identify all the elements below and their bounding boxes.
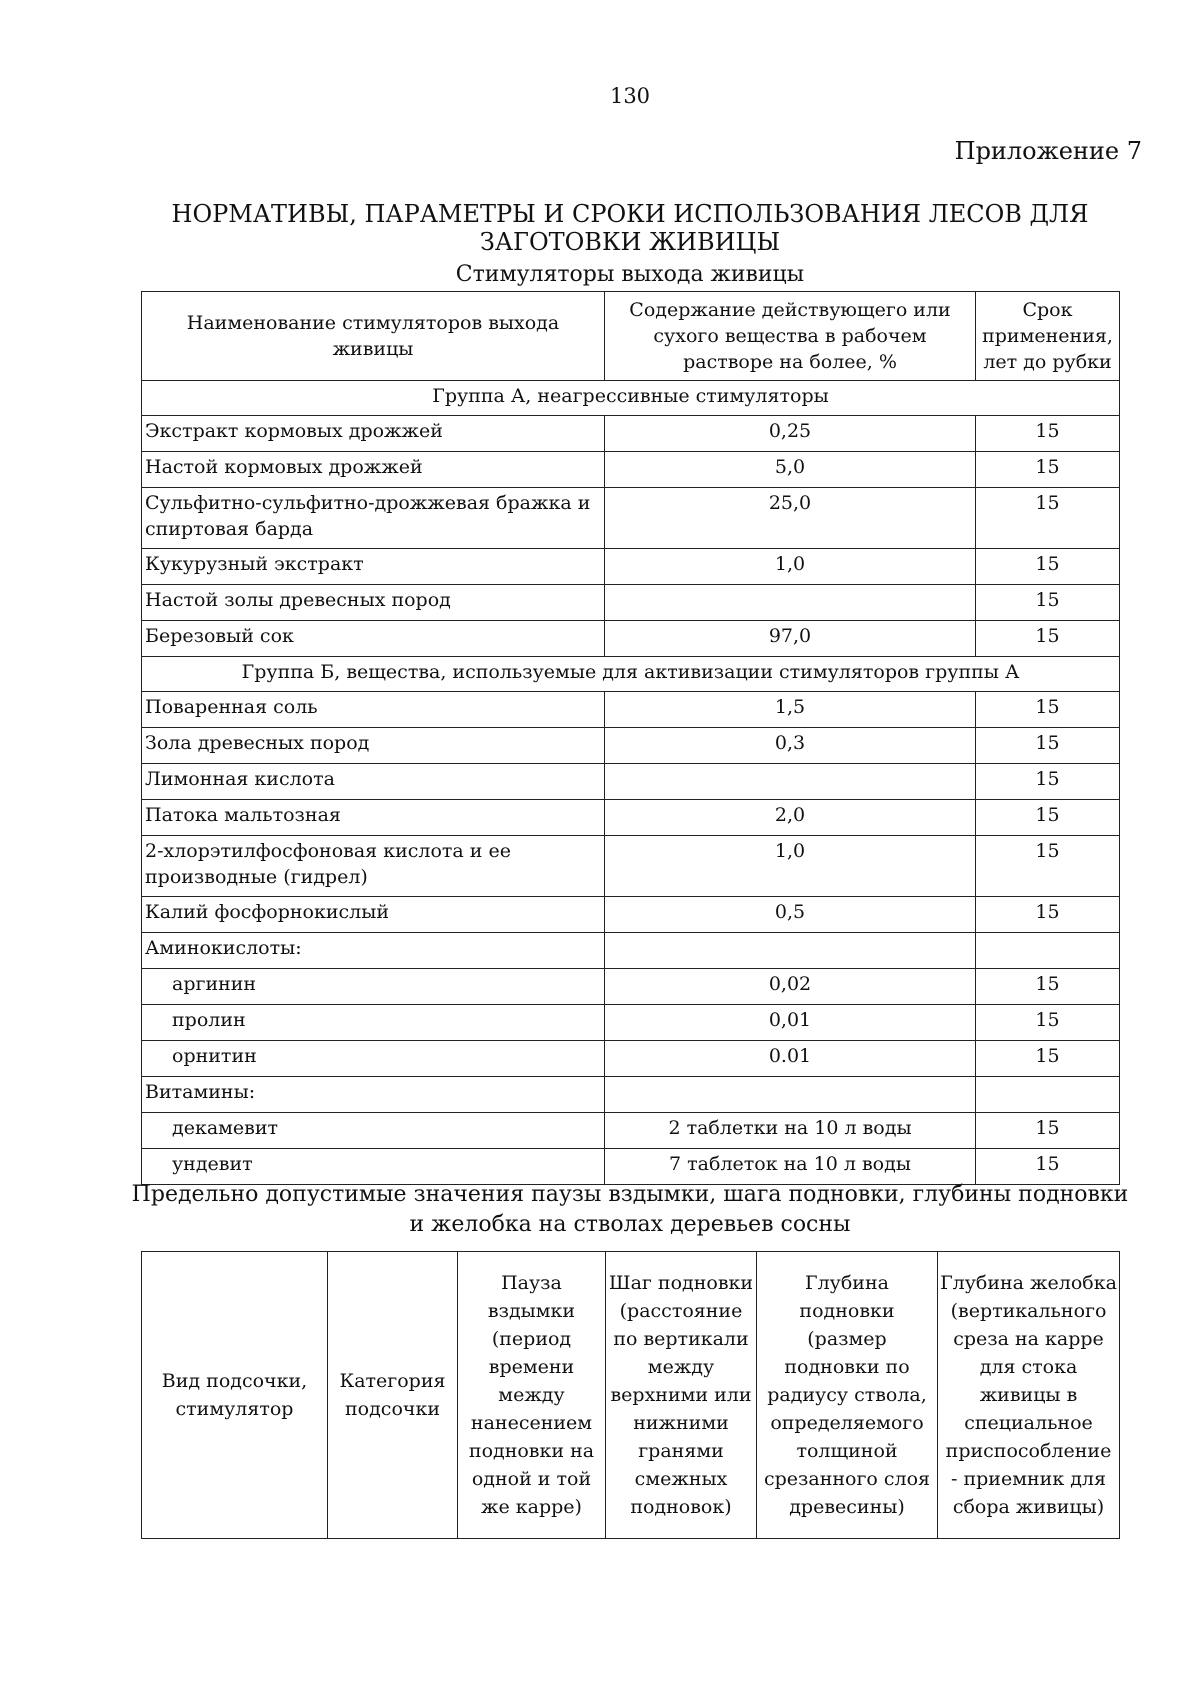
- cell-term: 15: [976, 1149, 1120, 1185]
- document-title: НОРМАТИВЫ, ПАРАМЕТРЫ И СРОКИ ИСПОЛЬЗОВАНИЯ ЛЕСОВ ДЛЯ ЗАГОТОВКИ ЖИВИЦЫ: [171, 200, 1089, 256]
- cell-name: Лимонная кислота: [142, 764, 605, 800]
- cell-term: 15: [976, 416, 1120, 452]
- cell-content: 0,25: [605, 416, 976, 452]
- cell-name: Витамины:: [142, 1077, 605, 1113]
- cell-content: 5,0: [605, 452, 976, 488]
- header-renewal-depth: Глубина подновки (размер подновки по радиусу ствола, определяемого толщиной срезанного слоя древесины): [757, 1252, 938, 1539]
- cell-name: Аминокислоты:: [142, 933, 605, 969]
- cell-content: 0,5: [605, 897, 976, 933]
- header-application-term: Срок применения, лет до рубки: [976, 292, 1120, 381]
- table-row: [142, 452, 1120, 488]
- cell-term: 15: [976, 549, 1120, 585]
- table-row: [142, 836, 1120, 897]
- cell-name: Калий фосфорнокислый: [142, 897, 605, 933]
- table-header-row: [142, 1252, 1120, 1539]
- table-row: [142, 764, 1120, 800]
- cell-name: пролин: [142, 1005, 605, 1041]
- table-row: [142, 621, 1120, 657]
- table-row: [142, 585, 1120, 621]
- cell-name: аргинин: [142, 969, 605, 1005]
- table-row: [142, 1041, 1120, 1077]
- cell-name: Настой кормовых дрожжей: [142, 452, 605, 488]
- table-row: [142, 549, 1120, 585]
- table-header-row: [142, 292, 1120, 381]
- cell-term: 15: [976, 1113, 1120, 1149]
- table-row: [142, 692, 1120, 728]
- page-number: 130: [609, 84, 651, 108]
- table-row: [142, 933, 1120, 969]
- cell-term: 15: [976, 764, 1120, 800]
- cell-name: Кукурузный экстракт: [142, 549, 605, 585]
- group-heading: Группа А, неагрессивные стимуляторы: [142, 381, 1120, 416]
- stimulators-table: [141, 291, 1120, 1185]
- cell-term: 15: [976, 836, 1120, 897]
- table1-caption: Стимуляторы выхода живицы: [455, 262, 805, 287]
- cell-content: 2,0: [605, 800, 976, 836]
- cell-content: 0,02: [605, 969, 976, 1005]
- header-substance-content: Содержание действующего или сухого вещества в рабочем растворе на более, %: [605, 292, 976, 381]
- cell-term: 15: [976, 585, 1120, 621]
- table-row: [142, 488, 1120, 549]
- header-stimulator-name: Наименование стимуляторов выхода живицы: [142, 292, 605, 381]
- cell-name: ундевит: [142, 1149, 605, 1185]
- cell-term: 15: [976, 728, 1120, 764]
- table-row: [142, 728, 1120, 764]
- cell-content: [605, 933, 976, 969]
- header-tapping-type: Вид подсочки, стимулятор: [142, 1252, 328, 1539]
- cell-term: 15: [976, 1041, 1120, 1077]
- appendix-label: Приложение 7: [954, 137, 1142, 165]
- cell-content: 1,0: [605, 836, 976, 897]
- group-b-row: [142, 657, 1120, 692]
- table-row: [142, 1005, 1120, 1041]
- cell-content: 7 таблеток на 10 л воды: [605, 1149, 976, 1185]
- cell-term: 15: [976, 452, 1120, 488]
- cell-term: 15: [976, 969, 1120, 1005]
- cell-term: 15: [976, 621, 1120, 657]
- table-row: [142, 1077, 1120, 1113]
- cell-name: Экстракт кормовых дрожжей: [142, 416, 605, 452]
- cell-content: 2 таблетки на 10 л воды: [605, 1113, 976, 1149]
- table-row: [142, 897, 1120, 933]
- cell-content: 0.01: [605, 1041, 976, 1077]
- tapping-parameters-table: [141, 1251, 1120, 1539]
- cell-term: 15: [976, 692, 1120, 728]
- table-row: [142, 1113, 1120, 1149]
- cell-name: Настой золы древесных пород: [142, 585, 605, 621]
- header-groove-depth: Глубина желобка (вертикального среза на карре для стока живицы в специальное приспособление - приемник для сбора живицы): [938, 1252, 1120, 1539]
- cell-term: 15: [976, 488, 1120, 549]
- cell-name: Поваренная соль: [142, 692, 605, 728]
- cell-term: 15: [976, 897, 1120, 933]
- header-tapping-category: Категория подсочки: [328, 1252, 458, 1539]
- cell-name: декамевит: [142, 1113, 605, 1149]
- cell-name: Патока мальтозная: [142, 800, 605, 836]
- cell-content: 1,0: [605, 549, 976, 585]
- table-row: [142, 800, 1120, 836]
- table-row: [142, 416, 1120, 452]
- cell-term: 15: [976, 800, 1120, 836]
- header-renewal-step: Шаг подновки (расстояние по вертикали между верхними или нижними гранями смежных подновок): [606, 1252, 757, 1539]
- cell-name: 2-хлорэтилфосфоновая кислота и ее производные (гидрел): [142, 836, 605, 897]
- cell-name: орнитин: [142, 1041, 605, 1077]
- cell-content: [605, 585, 976, 621]
- group-a-row: [142, 381, 1120, 416]
- header-tapping-pause: Пауза вздымки (период времени между нанесением подновки на одной и той же карре): [458, 1252, 606, 1539]
- cell-name: Зола древесных пород: [142, 728, 605, 764]
- cell-content: 97,0: [605, 621, 976, 657]
- cell-content: 25,0: [605, 488, 976, 549]
- cell-content: [605, 1077, 976, 1113]
- cell-content: 1,5: [605, 692, 976, 728]
- cell-term: 15: [976, 1005, 1120, 1041]
- cell-content: 0,3: [605, 728, 976, 764]
- cell-term: [976, 933, 1120, 969]
- cell-content: [605, 764, 976, 800]
- table-row: [142, 969, 1120, 1005]
- table2-caption: Предельно допустимые значения паузы вздымки, шага подновки, глубины подновки и желобка на стволах деревьев сосны: [131, 1182, 1129, 1237]
- cell-content: 0,01: [605, 1005, 976, 1041]
- cell-name: Березовый сок: [142, 621, 605, 657]
- cell-name: Сульфитно-сульфитно-дрожжевая бражка и спиртовая барда: [142, 488, 605, 549]
- group-heading: Группа Б, вещества, используемые для активизации стимуляторов группы А: [142, 657, 1120, 692]
- cell-term: [976, 1077, 1120, 1113]
